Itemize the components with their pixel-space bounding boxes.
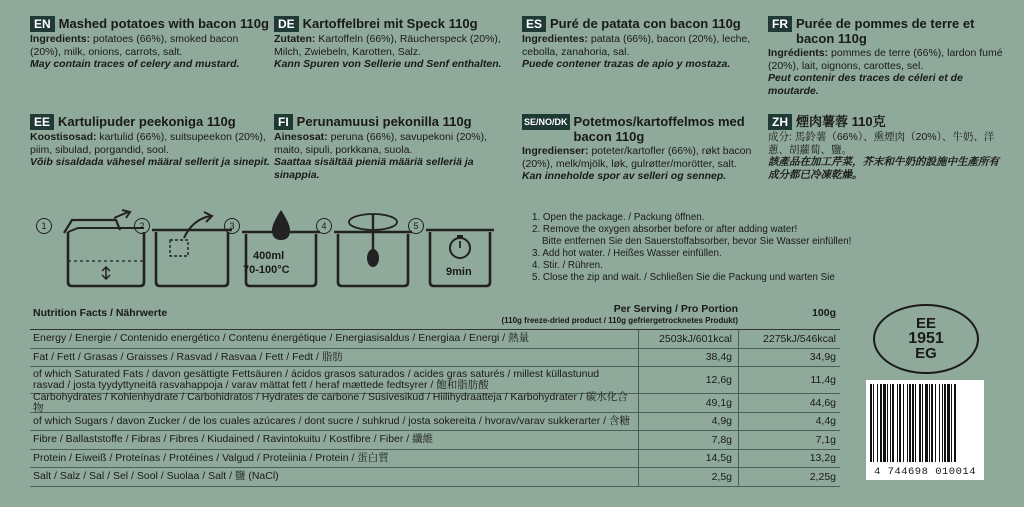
step-number: 4 — [316, 218, 332, 234]
preparation-steps — [30, 208, 500, 293]
nutrient-label: Energy / Energie / Contenido energético / Contenu énergétique / Energiasisaldus / Energiaa / Energi / 熱量 — [33, 332, 530, 345]
language-block-de — [274, 16, 514, 71]
ingredients — [30, 131, 270, 156]
remove-absorber-icon — [148, 208, 238, 290]
allergen-warning: Võib sisaldada vähesel määral sellerit ja sinepit. — [30, 156, 270, 168]
nutrient-label: Fibre / Ballaststoffe / Fibras / Fibres / Kiudained / Ravintokuitu / Kostfibre / Fiber / 纖維 — [33, 433, 434, 446]
language-block-zh — [768, 114, 1008, 181]
ingredients-label: Ingredients: — [30, 33, 91, 45]
product-title — [30, 114, 270, 130]
per-100g-heading: 100g — [812, 307, 836, 319]
ingredients — [522, 145, 772, 170]
product-name: Kartoffelbrei mit Speck 110g — [302, 16, 478, 31]
ingredients — [768, 131, 1008, 156]
per-serving-value: 38,4g — [705, 351, 732, 364]
nutrition-title: Nutrition Facts / Nährwerte — [33, 307, 168, 319]
stir-icon — [330, 208, 416, 290]
allergen-warning: Peut contenir des traces de céleri et de moutarde. — [768, 72, 963, 97]
nutrient-label: Carbohydrates / Kohlenhydrate / Carbohidratos / Hydrates de carbone / Süsivesikud / Hiilihydraatteja / Karbohydrater / 碳水化合物 — [33, 390, 628, 414]
language-tag: EE — [30, 114, 54, 130]
ingredients-label: Ingredientes: — [522, 33, 588, 45]
ingredients-text: kartulid (66%), suitsupeekon (20%), piim, sibulad, porgandid, sool. — [30, 131, 266, 156]
product-name: 煙肉薯蓉 110克 — [796, 114, 886, 129]
product-title — [30, 16, 270, 32]
language-block-se-no-dk — [522, 114, 772, 183]
product-title — [768, 114, 1008, 130]
product-name: Puré de patata con bacon 110g — [550, 16, 741, 31]
ingredients-label: Ainesosat: — [274, 131, 328, 143]
nutrient-label: Protein / Eiweiß / Proteínas / Protéines / Valgud / Proteiinia / Protein / 蛋白質 — [33, 451, 389, 464]
product-title — [522, 114, 772, 144]
language-tag: FR — [768, 16, 792, 32]
per-serving-subheading: (110g freeze-dried product / 110g gefriergetrocknetes Produkt) — [501, 316, 738, 325]
ingredients-label: Ingredienser: — [522, 145, 589, 157]
per-100g-value: 2275kJ/546kcal — [763, 332, 836, 345]
language-tag: DE — [274, 16, 299, 32]
nutrition-row — [30, 413, 840, 432]
nutrient-label: of which Sugars / davon Zucker / de los cuales azúcares / dont sucre / suhkrud / josta sokereita / hvorav/varav sukkerarter / 含糖 — [33, 414, 631, 427]
allergen-warning: Saattaa sisältää pieniä määriä selleriä ja sinappia. — [274, 156, 474, 181]
allergen-warning: Kan inneholde spor av selleri og sennep. — [522, 170, 727, 182]
nutrition-row — [30, 450, 840, 469]
barcode-bars — [866, 380, 984, 466]
language-tag: ES — [522, 16, 546, 32]
language-tag: SE/NO/DK — [522, 114, 570, 130]
instructions — [532, 212, 912, 284]
language-tag: ZH — [768, 114, 792, 130]
product-name: Purée de pommes de terre et bacon 110g — [796, 16, 975, 46]
allergen-warning: 該產品在加工芹菜，芥末和牛奶的設施中生產所有成分都已冷凍乾燥。 — [768, 156, 999, 181]
nutrient-label: Fat / Fett / Grasas / Graisses / Rasvad / Rasvaa / Fett / Fedt / 脂肪 — [33, 350, 343, 363]
per-100g-value: 34,9g — [809, 351, 836, 364]
stamp-number: 1951 — [908, 330, 944, 347]
nutrition-row — [30, 330, 840, 349]
barcode — [866, 380, 984, 480]
language-block-fi — [274, 114, 514, 181]
allergen-warning: May contain traces of celery and mustard. — [30, 58, 240, 70]
water-amount: 400ml — [253, 250, 285, 262]
language-block-fr — [768, 16, 1008, 97]
nutrition-row — [30, 431, 840, 450]
ingredients-text: potatoes (66%), smoked bacon (20%), milk, onions, carrots, salt. — [30, 33, 239, 58]
step-number: 1 — [36, 218, 52, 234]
ingredients-text: patata (66%), bacon (20%), leche, cebolla, zanahoria, sal. — [522, 33, 751, 58]
ingredients-label: Ingrédients: — [768, 47, 829, 59]
wait-time: 9min — [446, 266, 472, 278]
stamp-country: EE — [915, 315, 936, 332]
per-serving-heading: Per Serving / Pro Portion — [613, 303, 738, 315]
per-100g-value: 7,1g — [815, 433, 836, 446]
step-number: 2 — [134, 218, 150, 234]
ingredients — [30, 33, 270, 58]
language-block-es — [522, 16, 762, 71]
instruction-line: Bitte entfernen Sie den Sauerstoffabsorber, bevor Sie Wasser einfüllen! — [542, 236, 852, 247]
ingredients — [274, 33, 514, 58]
product-title — [522, 16, 762, 32]
ingredients — [522, 33, 762, 58]
nutrition-row — [30, 349, 840, 368]
per-serving-value: 2503kJ/601kcal — [659, 332, 732, 345]
per-serving-value: 14,5g — [705, 452, 732, 465]
instruction-line: 4. Stir. / Rühren. — [532, 260, 603, 271]
ingredients-text: poteter/kartofler (66%), røkt bacon (20%), melk/mjölk, løk, gulrøtter/morötter, salt. — [522, 145, 752, 170]
per-100g-value: 13,2g — [809, 452, 836, 465]
nutrient-label: Salt / Salz / Sal / Sel / Sool / Suolaa / Salt / 鹽 (NaCl) — [33, 470, 279, 483]
ingredients-label: Koostisosad: — [30, 131, 97, 143]
ingredients-text: 成分: 馬鈴薯（66%）、熏煙肉（20%）、牛奶、洋蔥、胡蘿蔔、鹽。 — [768, 131, 995, 156]
product-name: Perunamuusi pekonilla 110g — [296, 114, 472, 129]
per-serving-value: 49,1g — [705, 396, 732, 409]
product-title — [274, 114, 514, 130]
allergen-warning: Puede contener trazas de apio y mostaza. — [522, 58, 731, 70]
water-temperature: 70-100°C — [243, 264, 290, 276]
allergen-warning: Kann Spuren von Sellerie und Senf enthalten. — [274, 58, 502, 70]
per-serving-value: 4,9g — [711, 415, 732, 428]
per-100g-value: 11,4g — [810, 374, 836, 386]
product-name: Mashed potatoes with bacon 110g — [58, 16, 269, 31]
nutrition-row — [30, 468, 840, 487]
ingredients-text: pommes de terre (66%), lardon fumé (20%), lait, oignons, carottes, sel. — [768, 47, 1003, 72]
nutrition-header — [30, 299, 840, 330]
per-100g-value: 2,25g — [809, 470, 836, 483]
barcode-number: 4 744698 010014 — [866, 466, 984, 478]
nutrient-label: of which Saturated Fats / davon gesättigte Fettsäuren / ácidos grasos saturados / acides gras saturés / millest küllastunud rasvad / josta tyydyttyneitä rasvahappoja / varav mättat fett / heraf mættede fedtsyrer / 飽和脂肪酸 — [33, 368, 600, 391]
nutrition-row — [30, 390, 840, 414]
ingredients — [274, 131, 514, 156]
nutrition-table — [30, 299, 840, 487]
per-100g-value: 4,4g — [815, 415, 836, 428]
product-name: Kartulipuder peekoniga 110g — [58, 114, 236, 129]
instruction-line: 2. Remove the oxygen absorber before or after adding water! — [532, 224, 798, 235]
nutrition-row — [30, 367, 840, 394]
instruction-line: 1. Open the package. / Packung öffnen. — [532, 212, 705, 223]
ingredients-text: peruna (66%), savupekoni (20%), maito, sipuli, porkkana, suola. — [274, 131, 488, 156]
stamp-region: EG — [915, 345, 937, 362]
step-number: 5 — [408, 218, 424, 234]
per-serving-value: 2,5g — [711, 470, 732, 483]
product-title — [768, 16, 1008, 46]
language-tag: EN — [30, 16, 55, 32]
language-tag: FI — [274, 114, 293, 130]
language-block-ee — [30, 114, 270, 169]
per-serving-value: 12,6g — [705, 374, 732, 386]
ingredients-text: Kartoffeln (66%), Räucherspeck (20%), Milch, Zwiebeln, Karotten, Salz. — [274, 33, 501, 58]
health-mark-stamp — [873, 304, 979, 374]
ingredients-label: Zutaten: — [274, 33, 316, 45]
instruction-line: 5. Close the zip and wait. / Schließen Sie die Packung und warten Sie — [532, 272, 835, 283]
ingredients — [768, 47, 1008, 72]
language-block-en — [30, 16, 270, 71]
per-serving-value: 7,8g — [711, 433, 732, 446]
add-hot-water-icon — [238, 208, 324, 290]
step-number: 3 — [224, 218, 240, 234]
product-name: Potetmos/kartoffelmos med bacon 110g — [573, 114, 745, 144]
per-100g-value: 44,6g — [809, 396, 836, 409]
instruction-line: 3. Add hot water. / Heißes Wasser einfüllen. — [532, 248, 722, 259]
product-title — [274, 16, 514, 32]
